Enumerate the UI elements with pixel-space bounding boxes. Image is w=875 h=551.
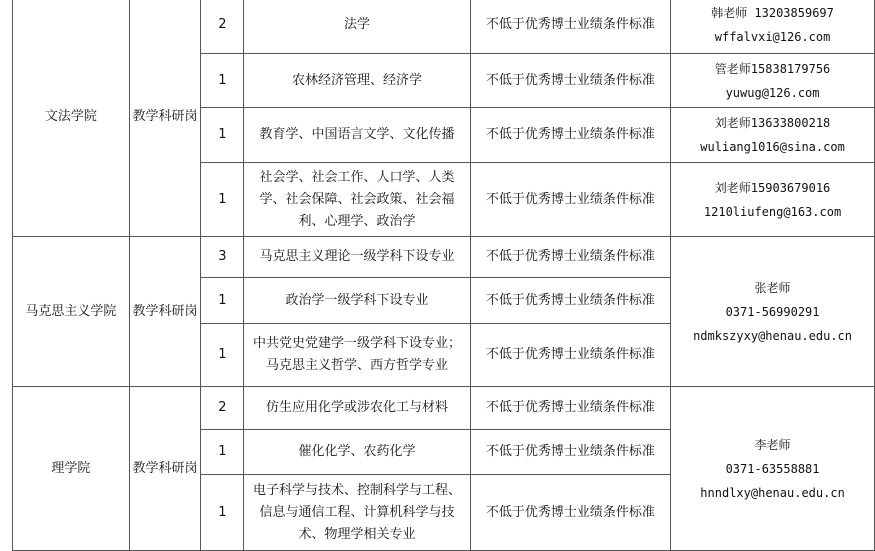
requirement-cell: 不低于优秀博士业绩条件标准 — [470, 237, 670, 278]
contact-cell — [671, 108, 875, 163]
major-cell — [244, 108, 470, 163]
headcount: 1 — [201, 278, 244, 324]
contact-line: 刘老师13633800218 — [714, 116, 831, 130]
headcount: 3 — [201, 237, 244, 278]
headcount: 1 — [201, 108, 244, 163]
recruitment-table — [12, 0, 875, 551]
contact-email: ndmkszyxy@henau.edu.cn — [693, 328, 853, 343]
major-line: 社会学、社会工作、人口学、人类 — [259, 169, 455, 185]
contact-cell — [671, 54, 875, 108]
headcount: 1 — [201, 430, 244, 475]
major-cell — [244, 163, 470, 237]
major-cell — [244, 324, 470, 387]
requirement-cell: 不低于优秀博士业绩条件标准 — [470, 108, 670, 163]
major-line: 信息与通信工程、计算机科学与技 — [259, 504, 455, 520]
headcount: 1 — [201, 163, 244, 237]
table-row — [13, 0, 875, 54]
requirement-cell: 不低于优秀博士业绩条件标准 — [470, 430, 670, 475]
contact-email: wffalvxi@126.com — [714, 30, 831, 44]
table-row — [13, 387, 875, 430]
contact-cell — [671, 0, 875, 54]
requirement-cell: 不低于优秀博士业绩条件标准 — [470, 324, 670, 387]
requirement-cell: 不低于优秀博士业绩条件标准 — [470, 278, 670, 324]
requirement-cell: 不低于优秀博士业绩条件标准 — [470, 387, 670, 430]
contact-line: 张老师 — [754, 280, 791, 295]
post-type: 教学科研岗 — [129, 237, 201, 387]
major-cell — [244, 237, 470, 278]
headcount: 1 — [201, 324, 244, 387]
major-line: 农林经济管理、经济学 — [292, 72, 423, 88]
headcount: 2 — [201, 0, 244, 54]
requirement-cell: 不低于优秀博士业绩条件标准 — [470, 0, 670, 54]
post-type: 教学科研岗 — [129, 387, 201, 551]
contact-line: 管老师15838179756 — [714, 61, 831, 76]
major-cell — [244, 387, 470, 430]
headcount: 1 — [201, 475, 244, 551]
contact-cell — [671, 237, 875, 387]
table-row — [13, 237, 875, 278]
major-line: 马克思主义哲学、西方哲学专业 — [266, 358, 449, 373]
major-line: 学、社会保障、社会政策、社会福 — [259, 191, 455, 207]
contact-line: 韩老师 13203859697 — [711, 6, 834, 20]
major-line: 催化化学、农药化学 — [298, 444, 416, 459]
college-name: 文法学院 — [13, 0, 130, 237]
headcount: 2 — [201, 387, 244, 430]
major-cell — [244, 475, 470, 551]
major-line: 教育学、中国语言文学、文化传播 — [259, 127, 455, 142]
contact-phone: 0371-63558881 — [725, 461, 820, 476]
major-line: 电子科学与技术、控制科学与工程、 — [253, 482, 462, 498]
major-cell — [244, 278, 470, 324]
major-line: 中共党史党建学一级学科下设专业； — [253, 336, 462, 351]
contact-email: wuliang1016@sina.com — [700, 140, 845, 154]
major-cell — [244, 54, 470, 108]
major-line: 术、物理学相关专业 — [298, 526, 416, 542]
college-name: 马克思主义学院 — [13, 237, 130, 387]
major-line: 利、心理学、政治学 — [298, 213, 416, 229]
contact-line: 李老师 — [754, 437, 791, 452]
major-cell — [244, 430, 470, 475]
major-cell — [244, 0, 470, 54]
requirement-cell: 不低于优秀博士业绩条件标准 — [470, 475, 670, 551]
major-line: 政治学一级学科下设专业 — [285, 292, 429, 308]
contact-cell — [671, 387, 875, 551]
post-type: 教学科研岗 — [129, 0, 201, 237]
major-line: 法学 — [344, 17, 371, 32]
contact-email: 1210liufeng@163.com — [703, 204, 842, 219]
contact-email: yuwug@126.com — [725, 85, 820, 100]
requirement-cell: 不低于优秀博士业绩条件标准 — [470, 163, 670, 237]
contact-phone: 0371-56990291 — [725, 304, 820, 319]
major-line: 仿生应用化学或涉农化工与材料 — [266, 400, 449, 415]
contact-cell — [671, 163, 875, 237]
college-name: 理学院 — [13, 387, 130, 551]
contact-line: 刘老师15903679016 — [714, 180, 831, 195]
major-line: 马克思主义理论一级学科下设专业 — [259, 249, 455, 264]
requirement-cell: 不低于优秀博士业绩条件标准 — [470, 54, 670, 108]
headcount: 1 — [201, 54, 244, 108]
contact-email: hnndlxy@henau.edu.cn — [700, 485, 845, 500]
